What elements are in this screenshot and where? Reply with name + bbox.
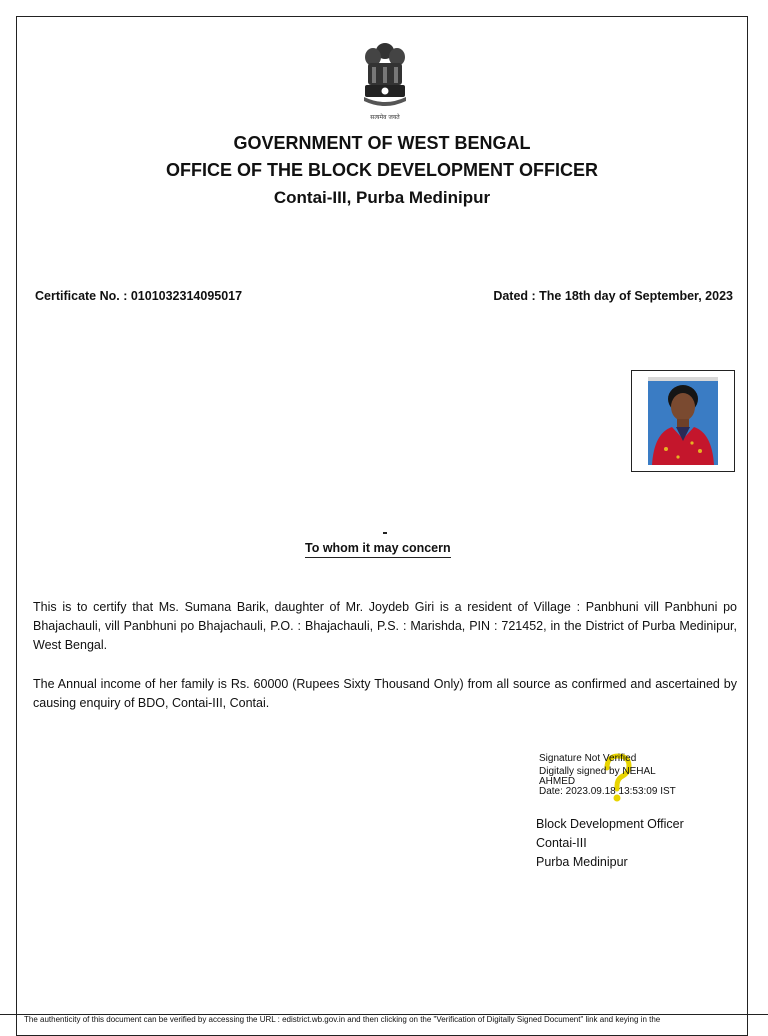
certificate-page xyxy=(16,16,748,1036)
officer-district: Purba Medinipur xyxy=(536,855,628,869)
applicant-photo xyxy=(648,377,718,465)
decorative-dash xyxy=(383,532,387,534)
certificate-number: Certificate No. : 0101032314095017 xyxy=(35,289,243,303)
officer-block: Contai-III xyxy=(536,836,587,850)
photo-frame xyxy=(631,370,735,472)
residence-paragraph: This is to certify that Ms. Sumana Barik, daughter of Mr. Joydeb Giri is a resident of Village : Panbhuni vill Panbhuni po Bhajachauli, vill Panbhuni po Bhajachauli, P.O. : Bhajachauli, P.S. : Marishda, PIN : 721452, in the District of Purba Medinipur, West Bengal. xyxy=(33,600,737,652)
salutation: To whom it may concern xyxy=(305,541,451,558)
certificate-date: Dated : The 18th day of September, 2023 xyxy=(493,289,733,303)
signature-date: Date: 2023.09.18 13:53:09 IST xyxy=(539,786,676,797)
signature-signer-line1: Digitally signed by NEHAL xyxy=(539,766,656,777)
officer-title: Block Development Officer xyxy=(536,817,684,831)
office-location: Contai-III, Purba Medinipur xyxy=(273,188,491,207)
digital-signature-block[interactable] xyxy=(539,754,739,806)
verification-footer: The authenticity of this document can be verified by accessing the URL : edistrict.wb.gov.in and then clicking on the "Verification of Digitally Signed Document" link and keying in the xyxy=(0,1014,768,1024)
svg-text:सत्यमेव जयते: सत्यमेव जयते xyxy=(370,114,400,121)
office-title: OFFICE OF THE BLOCK DEVELOPMENT OFFICER xyxy=(166,160,598,180)
government-title: GOVERNMENT OF WEST BENGAL xyxy=(233,133,531,153)
signature-signer-line2: AHMED xyxy=(539,776,576,787)
signature-status: Signature Not Verified xyxy=(539,753,637,764)
income-paragraph: The Annual income of her family is Rs. 60000 (Rupees Sixty Thousand Only) from all source as confirmed and ascertained by causing enquiry of BDO, Contai-III, Contai. xyxy=(33,677,737,710)
state-emblem-icon xyxy=(360,41,410,123)
